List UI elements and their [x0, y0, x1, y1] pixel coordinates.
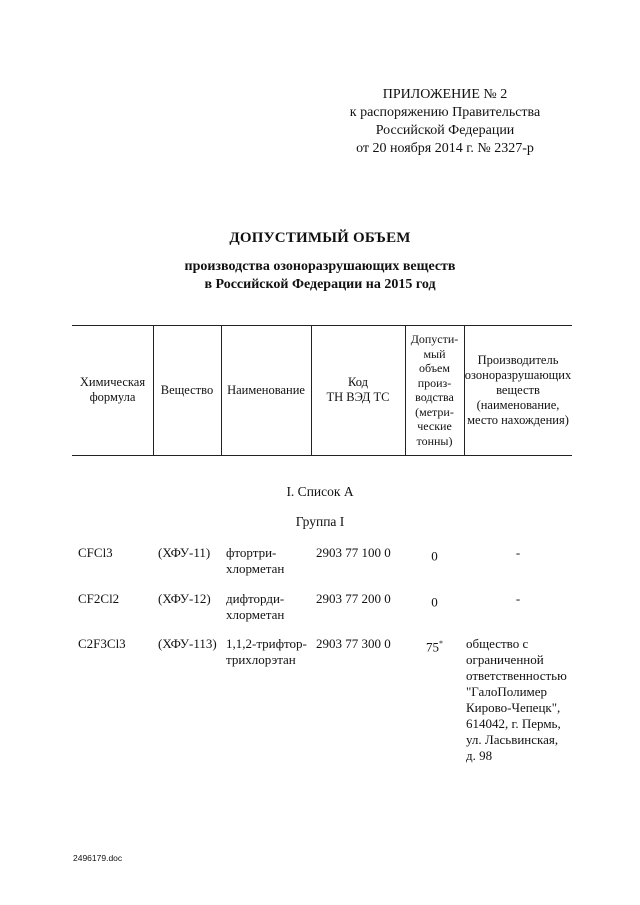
volume-cell	[405, 591, 464, 610]
header-text: произ-	[417, 375, 452, 390]
name-line: 1,1,2-трифтор-	[226, 636, 307, 651]
formula-cell: CF2Cl2	[78, 591, 120, 606]
header-text: веществ	[496, 382, 540, 397]
producer-line: "ГалоПолимер	[466, 684, 548, 699]
producer-line: общество с	[466, 636, 529, 651]
annex-line-1: ПРИЛОЖЕНИЕ № 2	[382, 87, 508, 102]
substance-cell: (ХФУ-12)	[158, 591, 211, 606]
group-heading: Группа I	[295, 514, 345, 529]
code-cell: 2903 77 200 0	[316, 591, 391, 606]
header-volume	[405, 325, 464, 455]
header-text: место нахождения)	[467, 412, 569, 427]
header-text: озоноразрушающих	[464, 367, 572, 382]
producer-cell	[466, 636, 567, 764]
header-text: ТН ВЭД ТС	[326, 390, 390, 404]
name-line: хлорметан	[226, 561, 285, 576]
header-text: тонны)	[416, 433, 453, 448]
producer-line: ограниченной	[466, 652, 544, 667]
header-chemical-formula	[72, 325, 153, 455]
section-heading: I. Список А	[286, 484, 354, 499]
header-producer	[464, 325, 572, 455]
name-cell	[226, 591, 284, 623]
producer-line: д. 98	[466, 748, 493, 763]
volume-value: 0	[431, 594, 438, 610]
name-line: хлорметан	[226, 607, 285, 622]
annex-line-4: от 20 ноября 2014 г. № 2327-р	[356, 141, 534, 156]
name-line: трихлорэтан	[226, 652, 296, 667]
producer-line: ул. Ласьвинская,	[466, 732, 559, 747]
formula-cell: C2F3Cl3	[78, 636, 126, 651]
annex-line-2: к распоряжению Правительства	[349, 105, 541, 120]
header-code	[311, 325, 405, 455]
producer-line: Кирово-Чепецк",	[466, 700, 561, 715]
header-text: (наименование,	[476, 397, 560, 412]
subtitle-line-2: в Российской Федерации на 2015 год	[204, 277, 436, 292]
header-text: Химическая	[79, 375, 146, 389]
volume-value: 0	[431, 548, 438, 564]
header-text: (метри-	[415, 404, 454, 419]
formula-cell: CFCl3	[78, 545, 113, 560]
name-line: фтортри-	[226, 545, 277, 560]
annex-line-3: Российской Федерации	[375, 123, 515, 138]
header-text: Вещество	[160, 382, 214, 397]
table-header-bottom-border	[72, 455, 572, 456]
document-subtitle	[0, 258, 640, 294]
header-text: Наименование	[227, 382, 305, 397]
header-text: Допусти-	[410, 332, 459, 346]
code-cell: 2903 77 100 0	[316, 545, 391, 560]
producer-cell: -	[515, 545, 521, 560]
volume-cell	[405, 545, 464, 564]
name-cell	[226, 636, 307, 668]
header-substance	[153, 325, 221, 455]
header-text: объем	[419, 361, 450, 375]
header-text: водства	[415, 390, 454, 404]
code-cell: 2903 77 300 0	[316, 636, 391, 651]
document-filename: 2496179.doc	[73, 853, 123, 863]
document-title: ДОПУСТИМЫЙ ОБЪЕМ	[229, 230, 411, 246]
header-text: Производитель	[477, 352, 559, 367]
producer-line: ответственностью	[466, 668, 567, 683]
name-line: дифторди-	[226, 591, 285, 606]
volume-cell	[405, 636, 464, 655]
subtitle-line-1: производства озоноразрушающих веществ	[184, 259, 456, 274]
header-text: ческие	[417, 419, 452, 433]
annex-block	[320, 86, 570, 158]
header-name	[221, 325, 311, 455]
producer-line: 614042, г. Пермь,	[466, 716, 561, 731]
producer-cell: -	[515, 591, 521, 606]
volume-value: 75	[426, 639, 439, 655]
substance-cell: (ХФУ-11)	[158, 545, 211, 560]
substance-cell: (ХФУ-113)	[158, 636, 217, 651]
header-text: мый	[423, 346, 446, 361]
header-text: Код	[348, 375, 368, 389]
name-cell	[226, 545, 284, 577]
header-text: формула	[89, 390, 136, 404]
volume-footnote-mark: *	[439, 639, 443, 648]
